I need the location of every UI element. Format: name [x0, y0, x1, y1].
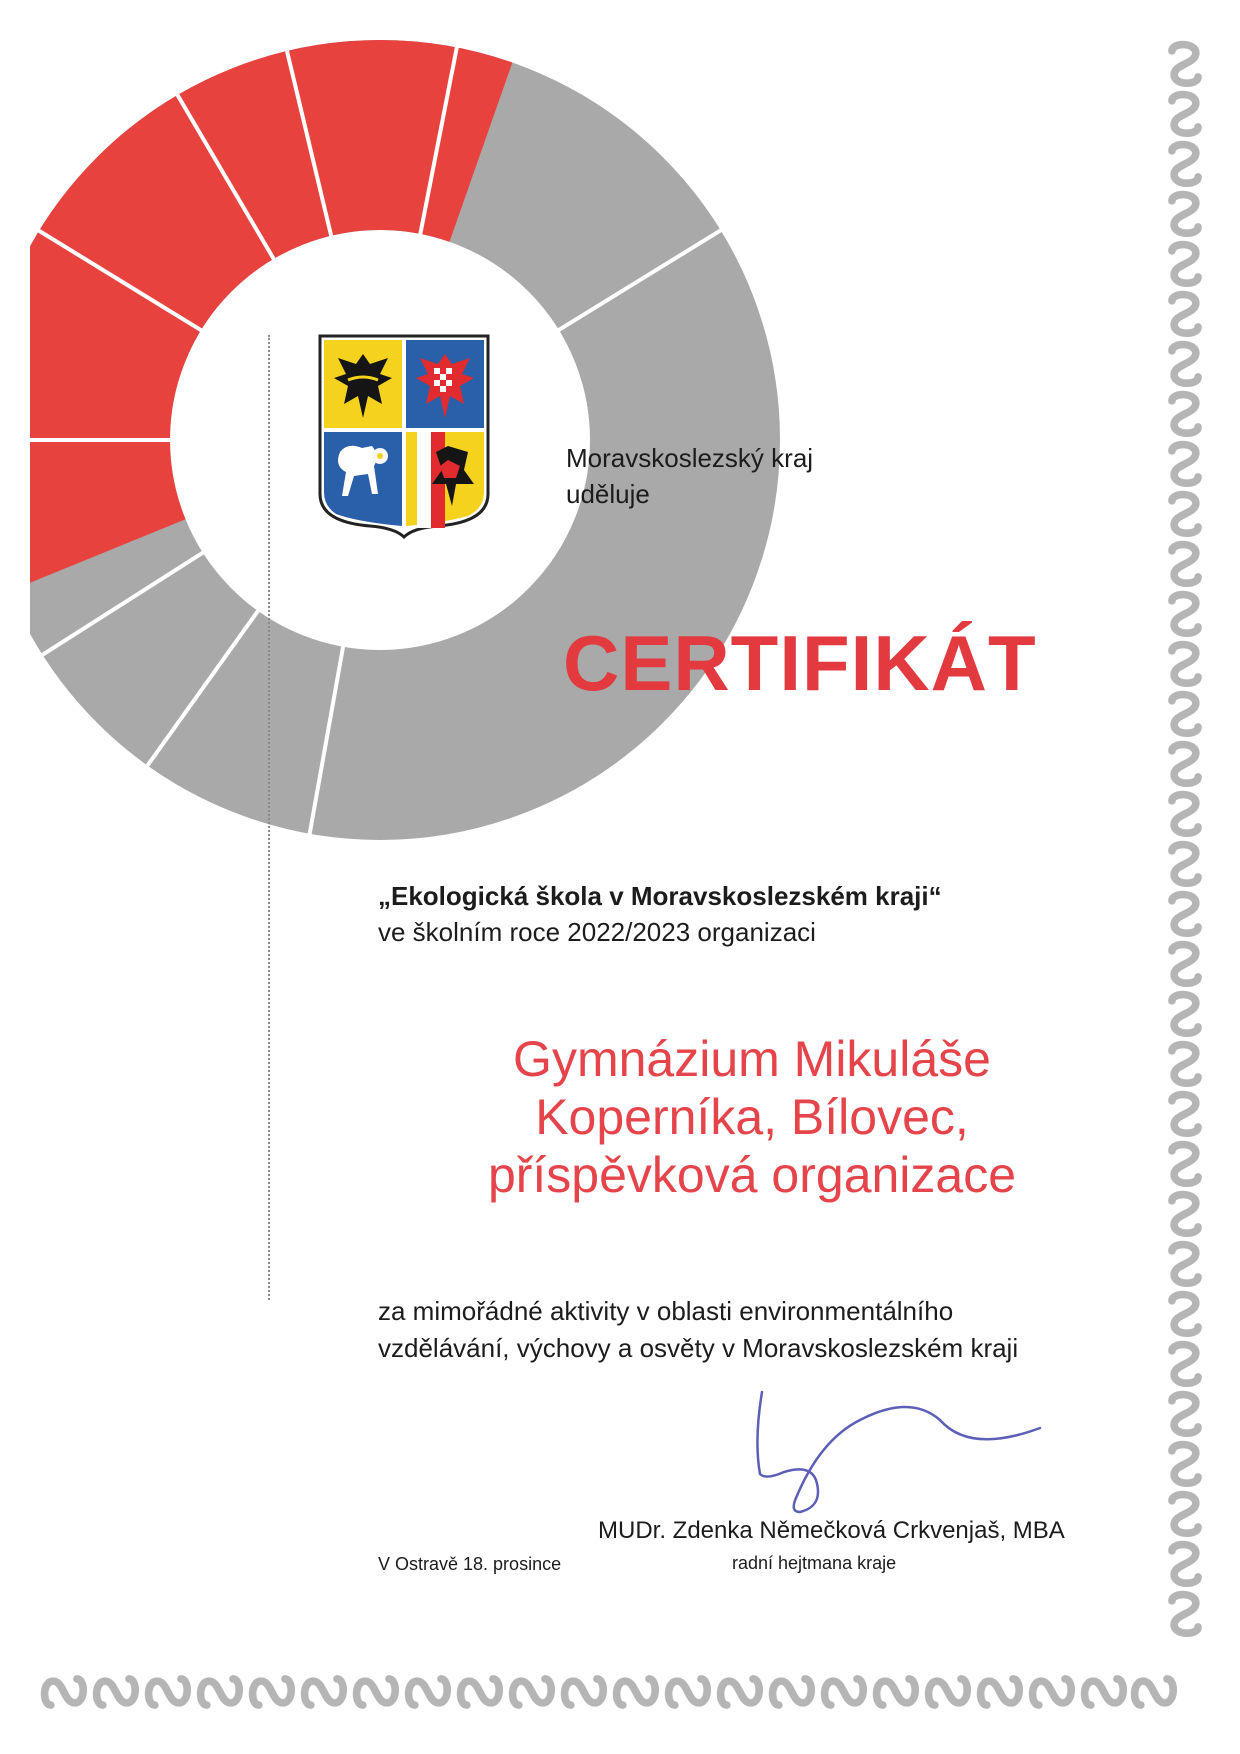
- coat-of-arms-icon: [318, 334, 490, 539]
- organization-line-3: příspěvková organizace: [487, 1147, 1017, 1203]
- signer-role: radní hejtmana kraje: [732, 1553, 897, 1573]
- award-block: [378, 878, 942, 950]
- dotted-divider: [268, 335, 270, 1300]
- decorative-border-right: [1172, 45, 1198, 1634]
- issuer-verb: uděluje: [566, 479, 650, 509]
- recipient-organization: [412, 1030, 1092, 1204]
- reason-line-1: za mimořádné aktivity v oblasti environmentálního: [378, 1296, 954, 1326]
- signature-icon: [740, 1380, 1070, 1520]
- issuer-name: Moravskoslezský kraj: [566, 443, 814, 473]
- award-reason: [378, 1293, 1018, 1367]
- signer-name: MUDr. Zdenka Němečková Crkvenjaš, MBA: [598, 1517, 1065, 1544]
- decorative-border-bottom: [45, 1679, 1174, 1705]
- award-name: „Ekologická škola v Moravskoslezském kraji“: [378, 881, 942, 911]
- reason-line-2: vzdělávání, výchovy a osvěty v Moravskoslezském kraji: [378, 1333, 1019, 1363]
- organization-line-1: Gymnázium Mikuláše: [513, 1031, 991, 1087]
- place-date: V Ostravě 18. prosince: [378, 1554, 562, 1574]
- certificate-title: CERTIFIKÁT: [563, 619, 1037, 707]
- award-detail: ve školním roce 2022/2023 organizaci: [378, 917, 816, 947]
- issuer-block: [566, 440, 813, 512]
- organization-line-2: Koperníka, Bílovec,: [535, 1089, 969, 1145]
